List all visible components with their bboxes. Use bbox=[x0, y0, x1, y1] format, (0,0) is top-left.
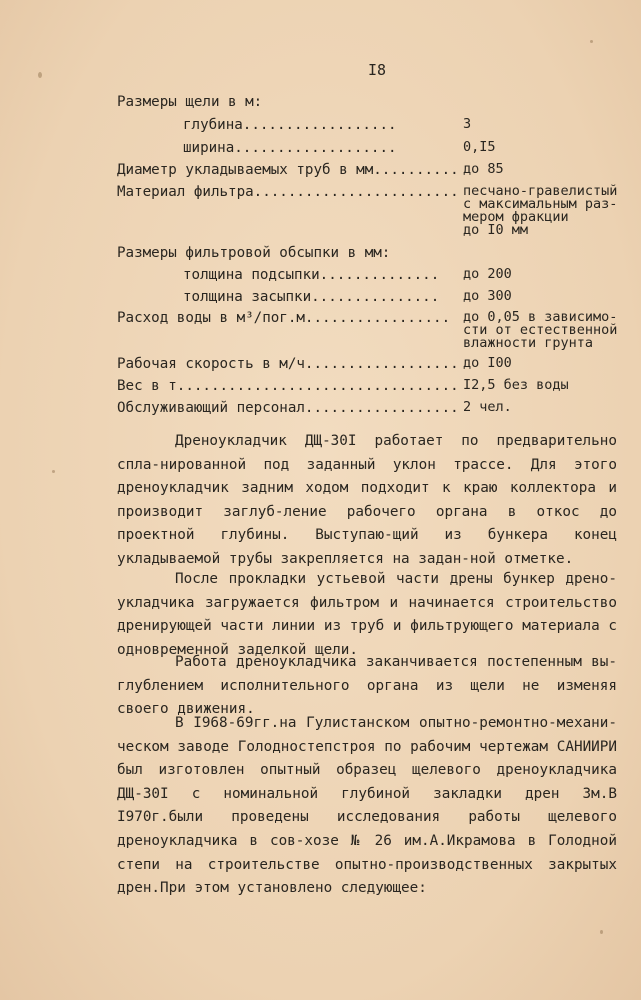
paragraph-text: Дреноукладчик ДЩ-30I работает по предварительно спла-нированной под заданный уклон трассе. Для этого дреноукладчик задним ходом подходит к краю коллектора и производит заглуб-ление рабочего органа в откос до проектной глубины. Выступаю-щий из бункера конец укладываемой трубы закрепляется на задан-ной отметке. bbox=[117, 433, 617, 567]
staff-value: 2 чел. bbox=[463, 399, 512, 415]
working-speed-value: до I00 bbox=[463, 355, 512, 371]
paragraph-history bbox=[117, 712, 617, 901]
backfill-value: до 300 bbox=[463, 288, 512, 304]
filter-material-value: песчано-гравелистый с максимальным раз- мером фракции до I0 мм bbox=[463, 183, 618, 238]
slot-heading: Размеры щели в м: bbox=[117, 94, 263, 110]
water-consumption-label: Расход воды в м³/пог.м................. bbox=[117, 310, 451, 326]
working-speed-label: Рабочая скорость в м/ч.................. bbox=[117, 356, 459, 372]
depth-value: 3 bbox=[463, 116, 472, 132]
backfill-label: толщина засыпки............... bbox=[183, 289, 440, 305]
page-number: I8 bbox=[368, 61, 387, 79]
paper-speck bbox=[38, 72, 42, 78]
paragraph-text: Работа дреноукладчика заканчивается постепенным вы-глублением исполнительного органа из щели не изменяя своего движения. bbox=[117, 654, 617, 718]
paragraph-operation bbox=[117, 430, 617, 572]
paper-speck bbox=[600, 930, 603, 934]
pipe-diameter-value: до 85 bbox=[463, 161, 504, 177]
weight-label: Вес в т................................. bbox=[117, 378, 459, 394]
filter-material-label: Материал фильтра........................ bbox=[117, 184, 459, 200]
paragraph-text: В I968-69гг.на Гулистанском опытно-ремонтно-механи-ческом заводе Голодностепстроя по рабочим чертежам САНИИРИ был изготовлен опытный образец щелевого дреноукладчика ДЩ-30I с номинальной глубиной закладки дрен 3м.В I970г.были проведены исследования работы щелевого дреноукладчика в сов-хозе № 26 им.А.Икрамова в Голодной степи на строительстве опытно-производственных закрытых дрен.При этом установлено следующее: bbox=[117, 715, 617, 897]
staff-label: Обслуживающий персонал.................. bbox=[117, 400, 459, 416]
paper-speck bbox=[52, 470, 55, 473]
depth-label: глубина.................. bbox=[183, 117, 397, 133]
filter-cover-heading: Размеры фильтровой обсыпки в мм: bbox=[117, 245, 391, 261]
width-value: 0,I5 bbox=[463, 139, 496, 155]
weight-value: I2,5 без воды bbox=[463, 377, 569, 393]
width-label: ширина................... bbox=[183, 140, 397, 156]
underlay-label: толщина подсыпки.............. bbox=[183, 267, 440, 283]
paper-speck bbox=[590, 40, 593, 43]
paragraph-loading bbox=[117, 568, 617, 662]
pipe-diameter-label: Диаметр укладываемых труб в мм.......... bbox=[117, 162, 459, 178]
water-consumption-value: до 0,05 в зависимо- сти от естественной влажности грунта bbox=[463, 309, 618, 351]
paragraph-text: После прокладки устьевой части дрены бункер дрено-укладчика загружается фильтром и начинается строительство дренирующей части линии из труб и фильтрующего материала с одновременной заделкой щели. bbox=[117, 571, 617, 658]
underlay-value: до 200 bbox=[463, 266, 512, 282]
